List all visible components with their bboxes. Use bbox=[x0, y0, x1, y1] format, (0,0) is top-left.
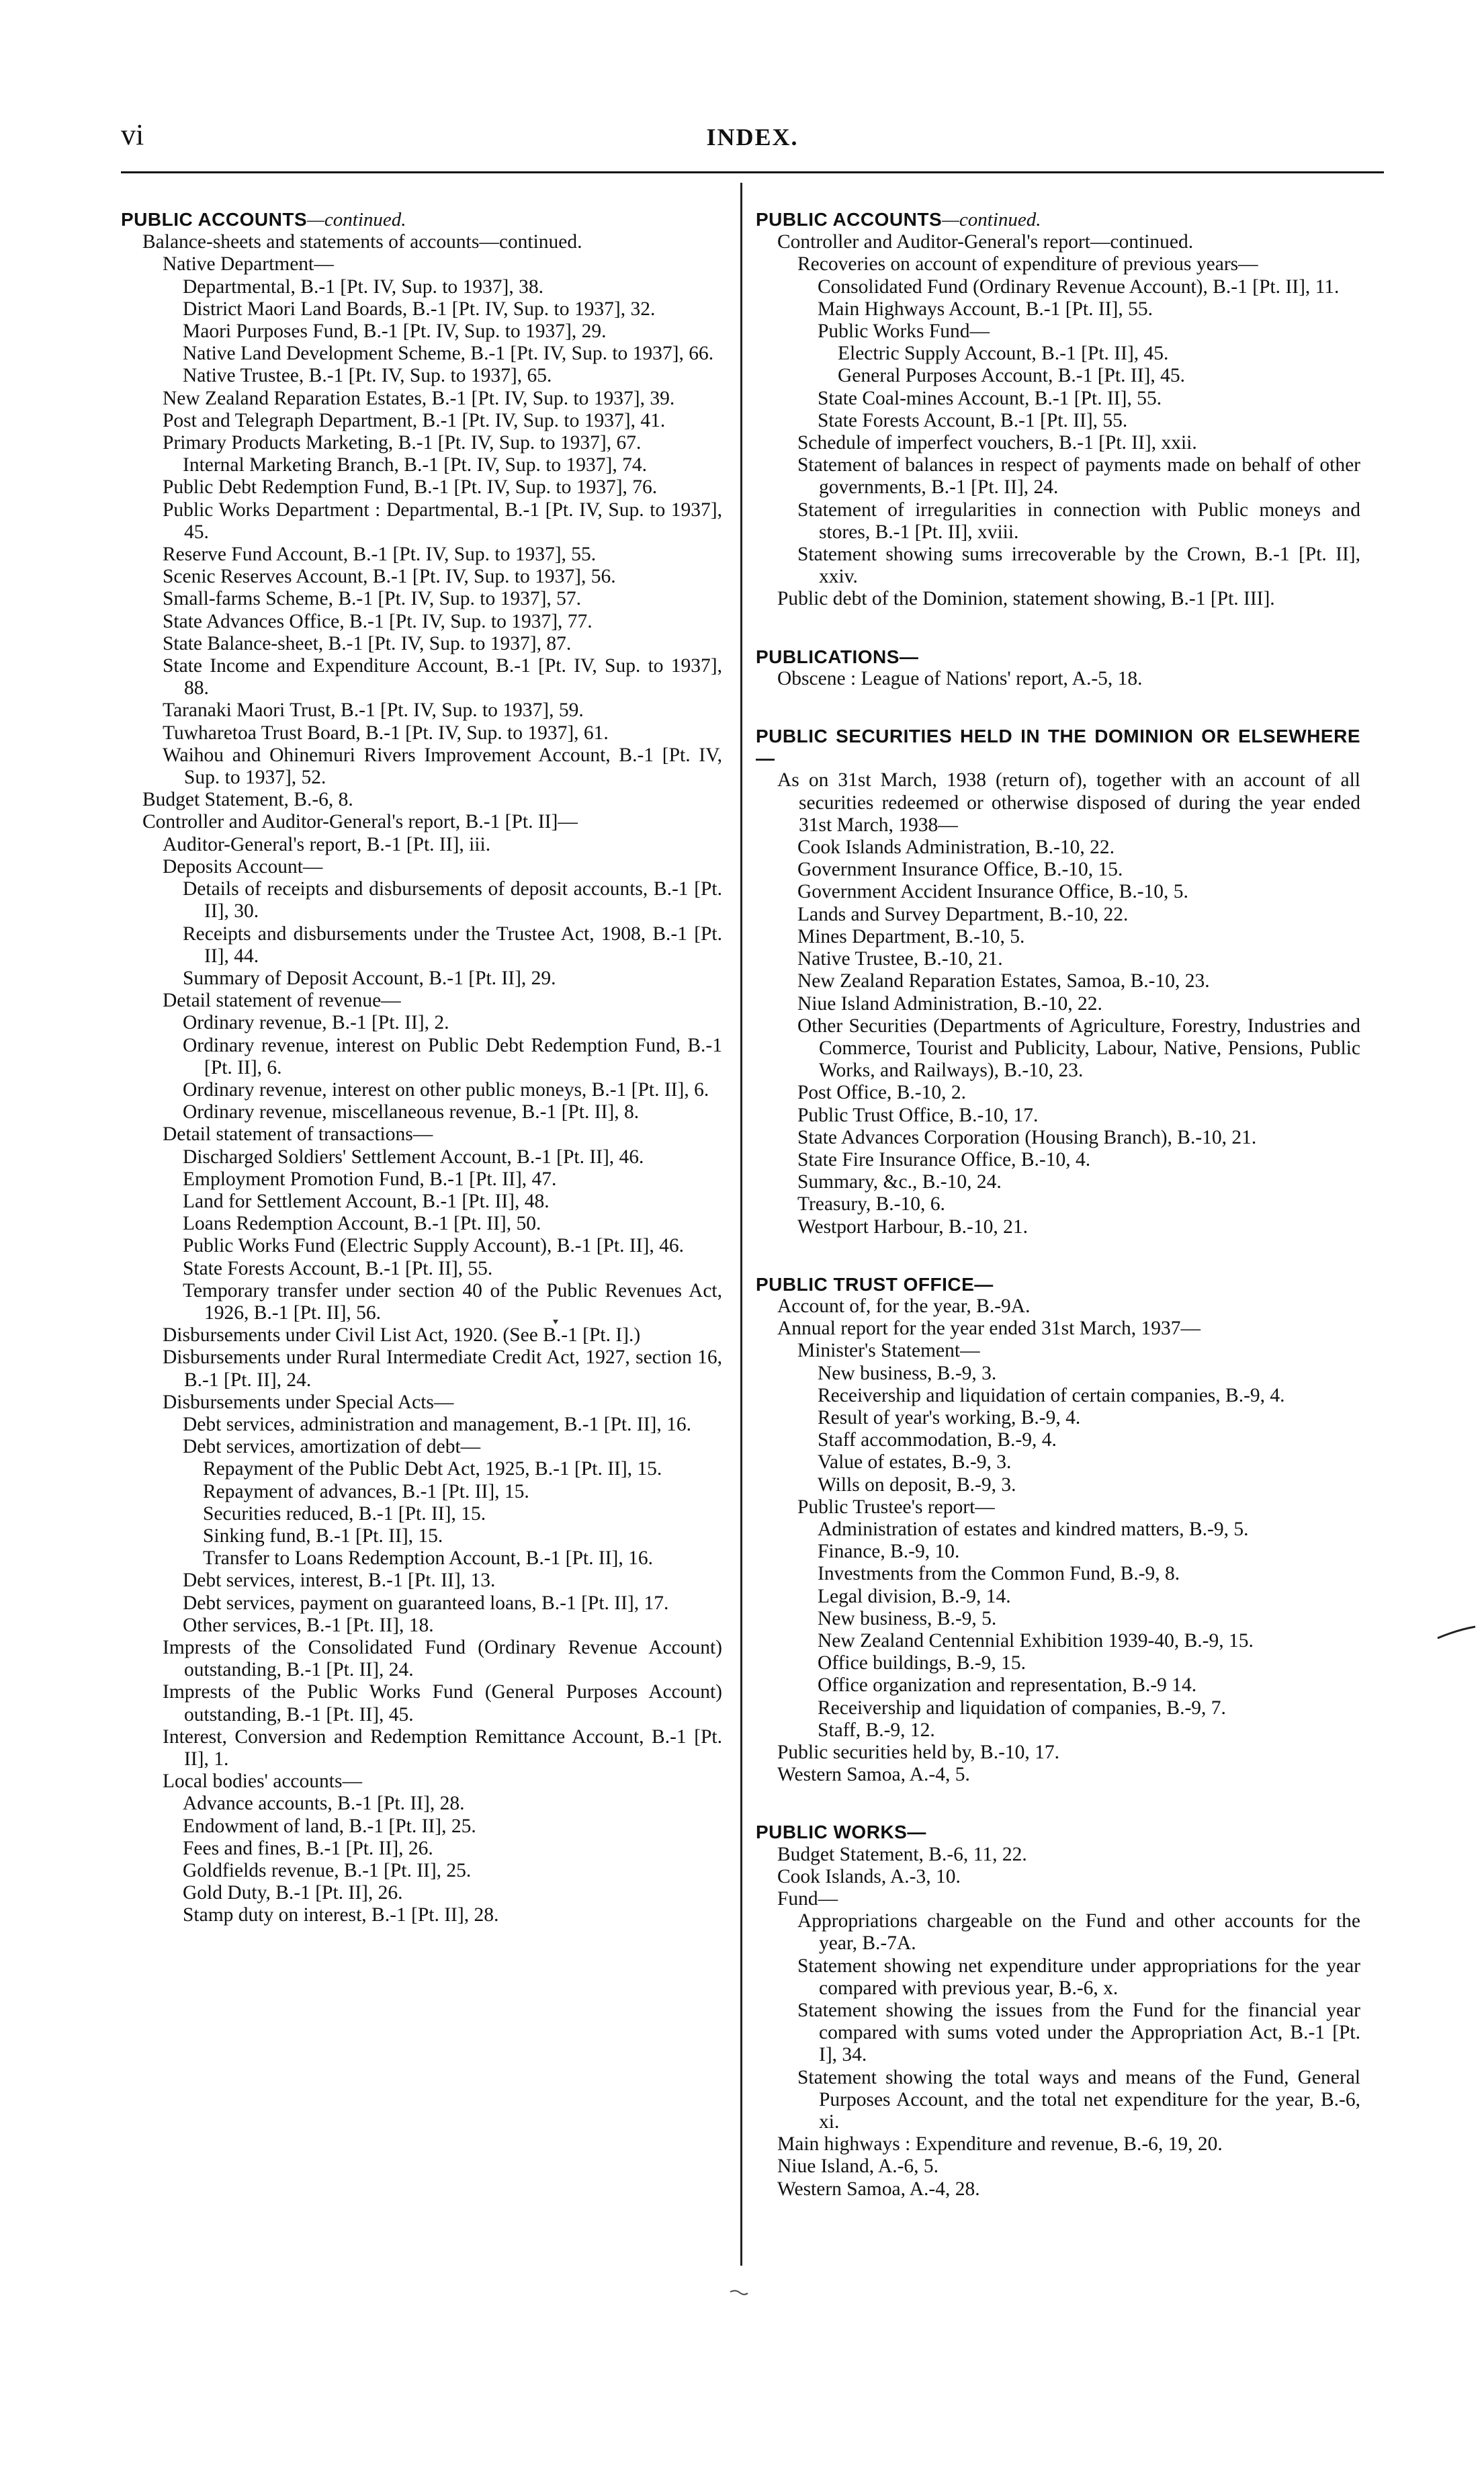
index-entry: Reserve Fund Account, B.-1 [Pt. IV, Sup. to 1937], 55. bbox=[163, 544, 597, 566]
index-entry: Cook Islands Administration, B.-10, 22. bbox=[797, 837, 1115, 859]
index-entry: Summary of Deposit Account, B.-1 [Pt. II], 29. bbox=[183, 967, 556, 989]
index-entry: New Zealand Centennial Exhibition 1939-40, B.-9, 15. bbox=[818, 1629, 1254, 1652]
header-rule bbox=[121, 171, 1384, 173]
index-entry: Public securities held by, B.-10, 17. bbox=[777, 1742, 1060, 1763]
index-entry: Endowment of land, B.-1 [Pt. II], 25. bbox=[183, 1815, 476, 1837]
index-entry: State Advances Corporation (Housing Branch), B.-10, 21. bbox=[797, 1126, 1257, 1148]
heading-text: PUBLIC WORKS— bbox=[756, 1822, 926, 1843]
ink-speck bbox=[729, 2288, 749, 2296]
index-entry: Departmental, B.-1 [Pt. IV, Sup. to 1937], 38. bbox=[183, 275, 543, 298]
ink-speck bbox=[551, 1317, 560, 1326]
index-entry: Treasury, B.-10, 6. bbox=[797, 1193, 945, 1215]
index-entry: Westport Harbour, B.-10, 21. bbox=[797, 1215, 1029, 1238]
index-entry: Ordinary revenue, miscellaneous revenue, B.-1 [Pt. II], 8. bbox=[183, 1101, 640, 1123]
index-entry: Cook Islands, A.-3, 10. bbox=[777, 1865, 961, 1887]
index-entry: Disbursements under Civil List Act, 1920. (See B.-1 [Pt. I].) bbox=[163, 1324, 641, 1347]
index-entry: Fees and fines, B.-1 [Pt. II], 26. bbox=[183, 1837, 433, 1859]
index-entry: Sinking fund, B.-1 [Pt. II], 15. bbox=[203, 1525, 443, 1547]
index-entry: Taranaki Maori Trust, B.-1 [Pt. IV, Sup. to 1937], 59. bbox=[163, 699, 584, 722]
index-entry: Maori Purposes Fund, B.-1 [Pt. IV, Sup. to 1937], 29. bbox=[183, 321, 607, 343]
index-entry: Staff, B.-9, 12. bbox=[818, 1719, 935, 1741]
index-entry: Local bodies' accounts— bbox=[163, 1770, 362, 1793]
index-entry: Debt services, amortization of debt— bbox=[183, 1436, 481, 1458]
index-entry: Government Accident Insurance Office, B.-10, 5. bbox=[797, 881, 1188, 903]
index-entry: State Advances Office, B.-1 [Pt. IV, Sup. to 1937], 77. bbox=[163, 610, 593, 632]
index-entry: Legal division, B.-9, 14. bbox=[818, 1585, 1011, 1607]
index-entry: Receivership and liquidation of companies, B.-9, 7. bbox=[818, 1697, 1226, 1719]
right-column bbox=[756, 208, 1360, 2201]
index-entry: Budget Statement, B.-6, 11, 22. bbox=[777, 1843, 1027, 1865]
index-entry: State Fire Insurance Office, B.-10, 4. bbox=[797, 1148, 1091, 1170]
index-entry: Administration of estates and kindred matters, B.-9, 5. bbox=[818, 1518, 1249, 1540]
section-gap bbox=[756, 611, 1360, 646]
index-entry: Statement showing the total ways and means of the Fund, General Purposes Account, and the total net expenditure for the year, B.-6, xi. bbox=[797, 2066, 1360, 2133]
index-entry: Budget Statement, B.-6, 8. bbox=[142, 789, 353, 811]
index-entry: Discharged Soldiers' Settlement Account, B.-1 [Pt. II], 46. bbox=[183, 1146, 644, 1168]
index-entry: Recoveries on account of expenditure of previous years— bbox=[797, 253, 1258, 275]
index-entry: Office organization and representation, B.-9 14. bbox=[818, 1674, 1197, 1697]
index-entry: Controller and Auditor-General's report, B.-1 [Pt. II]— bbox=[142, 811, 578, 833]
index-entry: Public Trust Office, B.-10, 17. bbox=[797, 1104, 1039, 1126]
index-entry: Loans Redemption Account, B.-1 [Pt. II], 50. bbox=[183, 1213, 541, 1235]
index-entry: Obscene : League of Nations' report, A.-5, 18. bbox=[777, 667, 1143, 689]
index-entry: Securities reduced, B.-1 [Pt. II], 15. bbox=[203, 1502, 486, 1525]
index-entry: Details of receipts and disbursements of deposit accounts, B.-1 [Pt. II], 30. bbox=[183, 878, 722, 923]
index-entry: Main highways : Expenditure and revenue, B.-6, 19, 20. bbox=[777, 2133, 1223, 2155]
section-gap bbox=[756, 690, 1360, 725]
index-entry: Appropriations chargeable on the Fund and other accounts for the year, B.-7A. bbox=[797, 1910, 1360, 1955]
index-entry: Niue Island, A.-6, 5. bbox=[777, 2155, 939, 2178]
index-entry: New business, B.-9, 3. bbox=[818, 1362, 997, 1384]
index-entry: State Income and Expenditure Account, B.-1 [Pt. IV, Sup. to 1937], 88. bbox=[163, 655, 722, 699]
index-entry: Ordinary revenue, B.-1 [Pt. II], 2. bbox=[183, 1012, 449, 1034]
index-entry: Result of year's working, B.-9, 4. bbox=[818, 1406, 1081, 1428]
index-entry: Staff accommodation, B.-9, 4. bbox=[818, 1429, 1057, 1451]
section-gap bbox=[756, 1238, 1360, 1273]
index-entry: Statement showing net expenditure under appropriations for the year compared with previous year, B.-6, x. bbox=[797, 1955, 1360, 1999]
heading-text: PUBLIC SECURITIES HELD IN THE DOMINION OR ELSEWHERE— bbox=[756, 726, 1360, 769]
index-entry: State Coal-mines Account, B.-1 [Pt. II], 55. bbox=[818, 387, 1162, 409]
index-entry: Ordinary revenue, interest on Public Debt Redemption Fund, B.-1 [Pt. II], 6. bbox=[183, 1034, 722, 1078]
index-entry: Controller and Auditor-General's report—continued. bbox=[777, 231, 1194, 253]
index-entry: Imprests of the Public Works Fund (General Purposes Account) outstanding, B.-1 [Pt. II], 45. bbox=[163, 1681, 722, 1725]
index-entry: Other services, B.-1 [Pt. II], 18. bbox=[183, 1614, 434, 1636]
index-entry: Interest, Conversion and Redemption Remittance Account, B.-1 [Pt. II], 1. bbox=[163, 1725, 722, 1770]
page-number: vi bbox=[121, 118, 144, 151]
index-entry: Fund— bbox=[777, 1888, 838, 1910]
index-entry: Repayment of the Public Debt Act, 1925, B.-1 [Pt. II], 15. bbox=[203, 1458, 662, 1480]
index-entry: Primary Products Marketing, B.-1 [Pt. IV, Sup. to 1937], 67. bbox=[163, 432, 642, 454]
index-entry: Account of, for the year, B.-9A. bbox=[777, 1295, 1031, 1317]
index-entry: Temporary transfer under section 40 of the Public Revenues Act, 1926, B.-1 [Pt. II], 56. bbox=[183, 1279, 722, 1324]
index-entry: Statement showing sums irrecoverable by the Crown, B.-1 [Pt. II], xxiv. bbox=[797, 544, 1360, 588]
section-heading-public-trust-office bbox=[756, 1273, 1360, 1295]
index-entry: State Balance-sheet, B.-1 [Pt. IV, Sup. to 1937], 87. bbox=[163, 632, 572, 654]
index-entry: New business, B.-9, 5. bbox=[818, 1607, 997, 1629]
heading-text: PUBLICATIONS— bbox=[756, 646, 919, 667]
index-entry: Debt services, interest, B.-1 [Pt. II], 13. bbox=[183, 1570, 496, 1592]
index-entry: Waihou and Ohinemuri Rivers Improvement Account, B.-1 [Pt. IV, Sup. to 1937], 52. bbox=[163, 744, 722, 789]
index-entry: Transfer to Loans Redemption Account, B.-1 [Pt. II], 16. bbox=[203, 1547, 653, 1570]
index-entry: Finance, B.-9, 10. bbox=[818, 1541, 960, 1563]
index-entry: Internal Marketing Branch, B.-1 [Pt. IV, Sup. to 1937], 74. bbox=[183, 454, 647, 476]
index-entry: Disbursements under Special Acts— bbox=[163, 1391, 454, 1413]
index-entry: New Zealand Reparation Estates, B.-1 [Pt. IV, Sup. to 1937], 39. bbox=[163, 387, 675, 409]
heading-suffix: —continued. bbox=[307, 209, 406, 230]
page-title: INDEX. bbox=[706, 124, 799, 151]
index-entry: Public Works Department : Departmental, B.-1 [Pt. IV, Sup. to 1937], 45. bbox=[163, 499, 722, 543]
left-column bbox=[121, 208, 722, 1927]
index-entry: Annual report for the year ended 31st March, 1937— bbox=[777, 1318, 1201, 1340]
index-entry: Consolidated Fund (Ordinary Revenue Account), B.-1 [Pt. II], 11. bbox=[818, 275, 1340, 298]
index-entry: Native Trustee, B.-10, 21. bbox=[797, 948, 1003, 970]
heading-text: PUBLIC ACCOUNTS bbox=[756, 209, 943, 230]
index-entry: Public debt of the Dominion, statement showing, B.-1 [Pt. III]. bbox=[777, 588, 1275, 610]
index-entry: Statement of balances in respect of payments made on behalf of other governments, B.-1 [Pt. II], 24. bbox=[797, 454, 1360, 499]
index-entry: Wills on deposit, B.-9, 3. bbox=[818, 1474, 1016, 1496]
index-entry: State Forests Account, B.-1 [Pt. II], 55. bbox=[818, 409, 1128, 431]
index-entry: District Maori Land Boards, B.-1 [Pt. IV, Sup. to 1937], 32. bbox=[183, 298, 656, 320]
index-entry: Disbursements under Rural Intermediate Credit Act, 1927, section 16, B.-1 [Pt. II], 24. bbox=[163, 1347, 722, 1391]
index-entry: General Purposes Account, B.-1 [Pt. II], 45. bbox=[838, 365, 1185, 387]
index-entry: Gold Duty, B.-1 [Pt. II], 26. bbox=[183, 1882, 403, 1904]
index-entry: Western Samoa, A.-4, 28. bbox=[777, 2178, 980, 2200]
index-entry: Debt services, payment on guaranteed loans, B.-1 [Pt. II], 17. bbox=[183, 1592, 669, 1614]
index-entry: Imprests of the Consolidated Fund (Ordinary Revenue Account) outstanding, B.-1 [Pt. II], 24. bbox=[163, 1637, 722, 1681]
index-entry: Stamp duty on interest, B.-1 [Pt. II], 28. bbox=[183, 1904, 499, 1926]
index-entry: Value of estates, B.-9, 3. bbox=[818, 1451, 1012, 1474]
index-entry: Niue Island Administration, B.-10, 22. bbox=[797, 992, 1102, 1015]
index-entry: Native Trustee, B.-1 [Pt. IV, Sup. to 1937], 65. bbox=[183, 365, 552, 387]
index-entry: Detail statement of transactions— bbox=[163, 1123, 433, 1146]
index-entry: Detail statement of revenue— bbox=[163, 990, 401, 1012]
index-entry: Western Samoa, A.-4, 5. bbox=[777, 1764, 970, 1786]
index-entry: Public Works Fund— bbox=[818, 321, 990, 343]
column-divider bbox=[740, 183, 742, 2266]
page-header bbox=[121, 118, 1384, 171]
index-entry: Debt services, administration and management, B.-1 [Pt. II], 16. bbox=[183, 1413, 691, 1435]
index-entry: Deposits Account— bbox=[163, 855, 323, 878]
index-entry: Balance-sheets and statements of accounts—continued. bbox=[142, 231, 582, 253]
index-entry: Post and Telegraph Department, B.-1 [Pt. IV, Sup. to 1937], 41. bbox=[163, 409, 666, 431]
index-entry: Scenic Reserves Account, B.-1 [Pt. IV, Sup. to 1937], 56. bbox=[163, 566, 616, 588]
index-entry: Summary, &c., B.-10, 24. bbox=[797, 1171, 1002, 1193]
index-entry: Goldfields revenue, B.-1 [Pt. II], 25. bbox=[183, 1860, 472, 1882]
index-entry: Land for Settlement Account, B.-1 [Pt. II], 48. bbox=[183, 1190, 550, 1212]
index-entry: Main Highways Account, B.-1 [Pt. II], 55. bbox=[818, 298, 1153, 320]
index-entry: Public Trustee's report— bbox=[797, 1496, 995, 1518]
index-entry: Auditor-General's report, B.-1 [Pt. II], iii. bbox=[163, 833, 491, 855]
heading-text: PUBLIC TRUST OFFICE— bbox=[756, 1273, 994, 1295]
index-entry: Schedule of imperfect vouchers, B.-1 [Pt. II], xxii. bbox=[797, 432, 1197, 454]
index-entry: State Forests Account, B.-1 [Pt. II], 55. bbox=[183, 1257, 493, 1279]
index-entry: Office buildings, B.-9, 15. bbox=[818, 1652, 1026, 1674]
section-heading-public-accounts bbox=[121, 208, 722, 231]
section-heading-public-works bbox=[756, 1821, 1360, 1843]
index-entry: Statement showing the issues from the Fund for the financial year compared with sums voted under the Appropriation Act, B.-1 [Pt. I], 34. bbox=[797, 2000, 1360, 2066]
section-heading-public-securities-held-in-the-dominion-o bbox=[756, 725, 1360, 769]
index-entry: Public Debt Redemption Fund, B.-1 [Pt. IV, Sup. to 1937], 76. bbox=[163, 476, 658, 499]
index-entry: Minister's Statement— bbox=[797, 1340, 980, 1362]
index-entry: Lands and Survey Department, B.-10, 22. bbox=[797, 903, 1129, 925]
index-entry: Tuwharetoa Trust Board, B.-1 [Pt. IV, Sup. to 1937], 61. bbox=[163, 722, 609, 744]
index-entry: Native Department— bbox=[163, 253, 334, 275]
index-entry: Investments from the Common Fund, B.-9, 8. bbox=[818, 1563, 1180, 1585]
index-entry: Electric Supply Account, B.-1 [Pt. II], 45. bbox=[838, 343, 1169, 365]
index-entry: Statement of irregularities in connection with Public moneys and stores, B.-1 [Pt. II], xviii. bbox=[797, 499, 1360, 543]
index-entry: Receipts and disbursements under the Trustee Act, 1908, B.-1 [Pt. II], 44. bbox=[183, 923, 722, 967]
index-entry: Receivership and liquidation of certain companies, B.-9, 4. bbox=[818, 1384, 1285, 1406]
index-entry: Native Land Development Scheme, B.-1 [Pt. IV, Sup. to 1937], 66. bbox=[183, 343, 714, 365]
index-entry: Small-farms Scheme, B.-1 [Pt. IV, Sup. to 1937], 57. bbox=[163, 588, 582, 610]
index-entry: Government Insurance Office, B.-10, 15. bbox=[797, 859, 1123, 881]
margin-mark bbox=[1436, 1625, 1477, 1641]
index-entry: As on 31st March, 1938 (return of), together with an account of all securities redeemed or otherwise disposed of during the year ended 31st March, 1938— bbox=[777, 769, 1360, 836]
heading-text: PUBLIC ACCOUNTS bbox=[121, 209, 308, 230]
heading-suffix: —continued. bbox=[942, 209, 1041, 230]
index-entry: Repayment of advances, B.-1 [Pt. II], 15. bbox=[203, 1480, 529, 1502]
index-entry: Other Securities (Departments of Agriculture, Forestry, Industries and Commerce, Tourist and Publicity, Labour, Native, Pensions, Public Works, and Railways), B.-10, 23. bbox=[797, 1015, 1360, 1082]
index-entry: Mines Department, B.-10, 5. bbox=[797, 925, 1025, 947]
section-gap bbox=[756, 1786, 1360, 1821]
index-entry: New Zealand Reparation Estates, Samoa, B.-10, 23. bbox=[797, 970, 1210, 992]
index-entry: Employment Promotion Fund, B.-1 [Pt. II], 47. bbox=[183, 1168, 557, 1190]
index-entry: Public Works Fund (Electric Supply Account), B.-1 [Pt. II], 46. bbox=[183, 1235, 684, 1257]
index-entry: Advance accounts, B.-1 [Pt. II], 28. bbox=[183, 1793, 465, 1815]
section-heading-public-accounts bbox=[756, 208, 1360, 231]
index-entry: Ordinary revenue, interest on other public moneys, B.-1 [Pt. II], 6. bbox=[183, 1078, 709, 1101]
section-heading-publications bbox=[756, 646, 1360, 668]
index-entry: Post Office, B.-10, 2. bbox=[797, 1082, 967, 1104]
